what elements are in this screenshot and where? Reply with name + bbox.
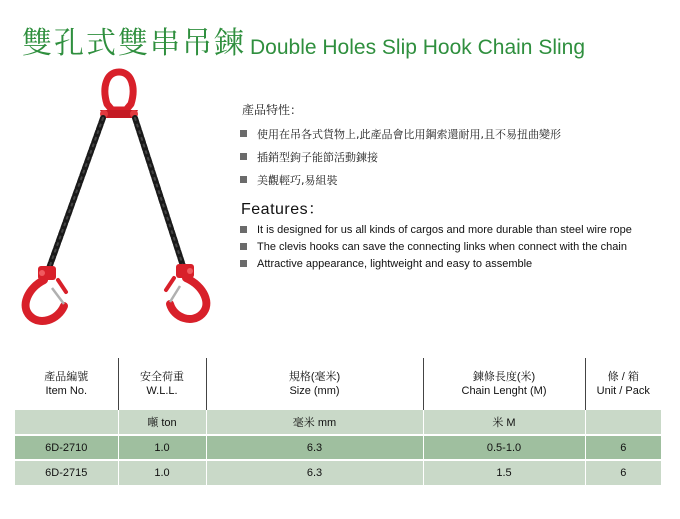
table-cell: 6 xyxy=(585,435,661,460)
table-cell: 6D-2715 xyxy=(15,460,118,485)
table-cell: 米 M xyxy=(423,410,585,435)
list-item xyxy=(240,168,561,191)
table-cell: 6.3 xyxy=(206,435,423,460)
square-bullet-icon xyxy=(240,130,247,137)
spec-table xyxy=(15,358,661,485)
table-cell: 6.3 xyxy=(206,460,423,485)
header-unit-pack: 條 / 箱 Unit / Pack xyxy=(585,358,661,410)
header-item-no: 產品編號 Item No. xyxy=(15,358,118,410)
features-cn-list xyxy=(240,122,561,191)
square-bullet-icon xyxy=(240,153,247,160)
list-item xyxy=(240,221,632,238)
list-item xyxy=(240,145,561,168)
feature-text: The clevis hooks can save the connecting links when connect with the chain xyxy=(257,240,627,253)
table-cell: 6 xyxy=(585,460,661,485)
table-cell: 1.0 xyxy=(118,460,206,485)
table-cell: 0.5-1.0 xyxy=(423,435,585,460)
header-wll: 安全荷重 W.L.L. xyxy=(118,358,206,410)
page-title xyxy=(22,18,585,64)
feature-text: It is designed for us all kinds of cargos and more durable than steel wire rope xyxy=(257,223,632,236)
list-item xyxy=(240,238,632,255)
square-bullet-icon xyxy=(240,176,247,183)
header-chain-length: 鍊條長度(米) Chain Lenght (M) xyxy=(423,358,585,410)
table-cell xyxy=(15,410,118,435)
features-cn-heading: 產品特性： xyxy=(242,103,303,117)
feature-text: 美觀輕巧,易組裝 xyxy=(257,173,338,187)
table-cell: 噸 ton xyxy=(118,410,206,435)
chain-left xyxy=(48,118,103,271)
chain-right xyxy=(135,118,184,269)
list-item xyxy=(240,122,561,145)
table-cell xyxy=(585,410,661,435)
title-english: Double Holes Slip Hook Chain Sling xyxy=(250,36,586,59)
table-cell: 6D-2710 xyxy=(15,435,118,460)
chain-sling-product-photo xyxy=(14,66,224,326)
table-cell: 1.0 xyxy=(118,435,206,460)
square-bullet-icon xyxy=(240,243,247,250)
table-row xyxy=(15,435,661,460)
feature-text: 使用在吊各式貨物上,此產品會比用鋼索還耐用,且不易扭曲變形 xyxy=(257,127,561,141)
table-units-row xyxy=(15,410,661,435)
table-row xyxy=(15,460,661,485)
master-link xyxy=(100,72,138,118)
features-en-list xyxy=(240,221,632,272)
right-hook xyxy=(166,264,206,319)
feature-text: 插銷型鉤子能節活動鍊接 xyxy=(257,150,378,164)
title-chinese: 雙孔式雙串吊鍊 xyxy=(22,26,246,61)
table-cell: 毫米 mm xyxy=(206,410,423,435)
features-en-heading: Features： xyxy=(241,201,325,218)
square-bullet-icon xyxy=(240,260,247,267)
header-size: 規格(毫米) Size (mm) xyxy=(206,358,423,410)
left-hook xyxy=(26,266,66,321)
list-item xyxy=(240,255,632,272)
square-bullet-icon xyxy=(240,226,247,233)
table-header-row xyxy=(15,358,661,410)
table-cell: 1.5 xyxy=(423,460,585,485)
feature-text: Attractive appearance, lightweight and easy to assemble xyxy=(257,257,533,270)
